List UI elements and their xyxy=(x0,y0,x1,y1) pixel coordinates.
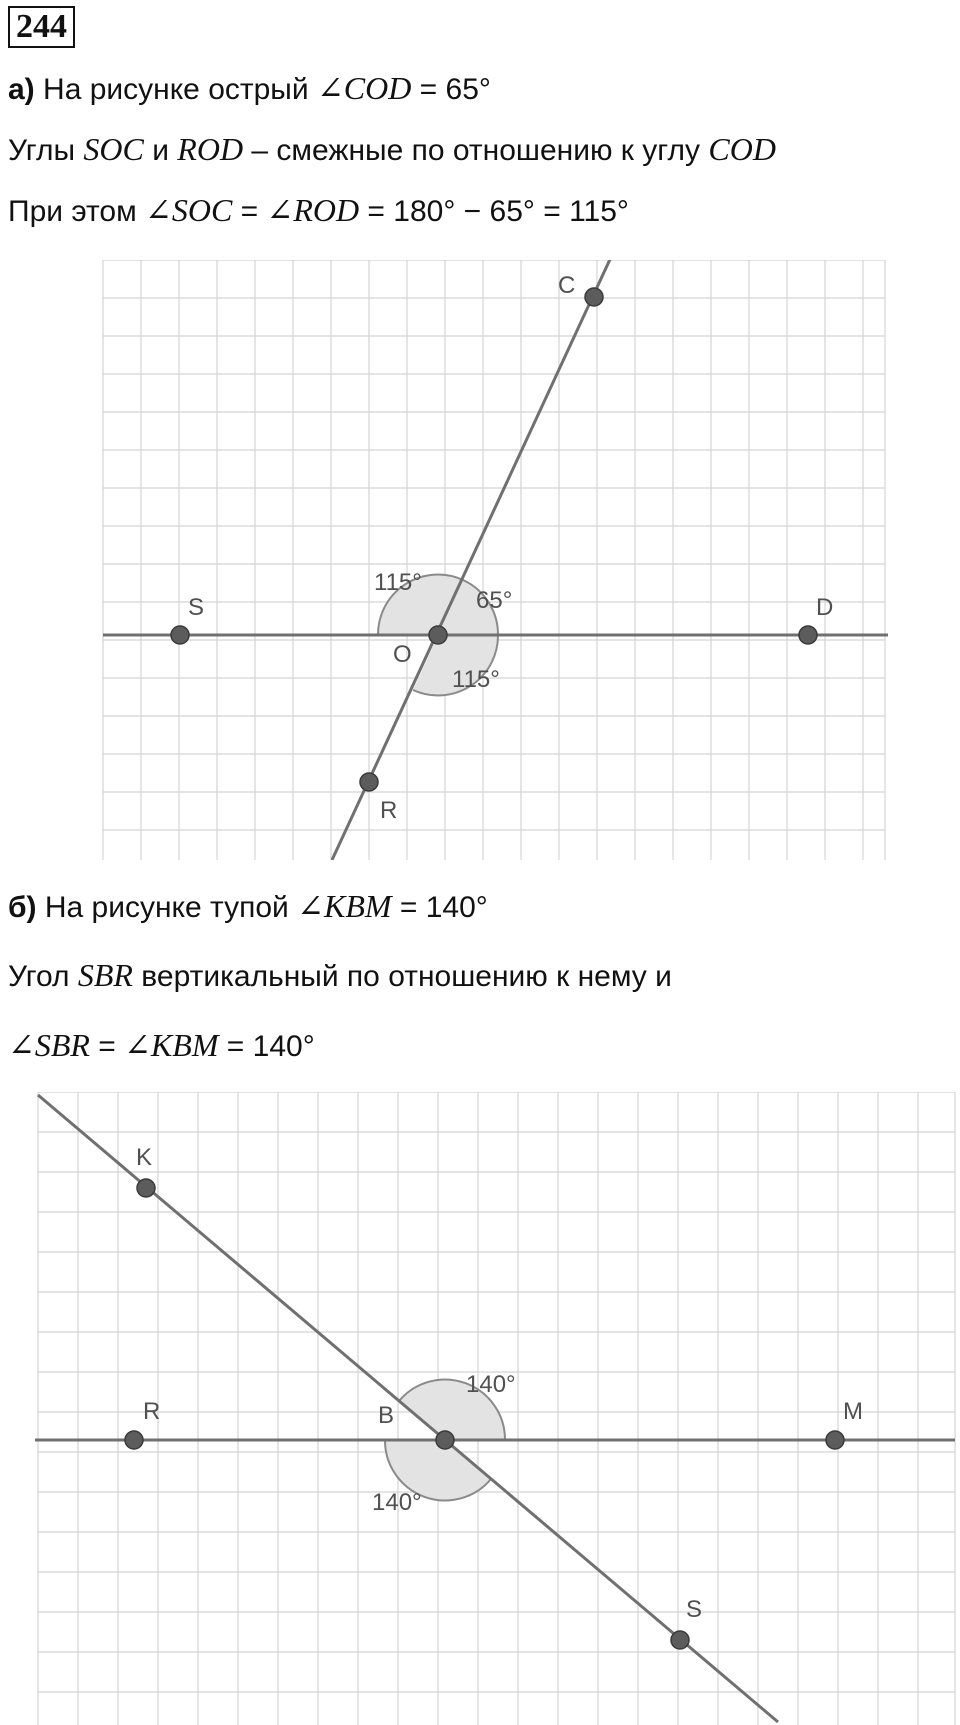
part-b-label: б) xyxy=(8,891,37,924)
part-b-line-3 xyxy=(8,1027,315,1065)
point-r xyxy=(125,1431,143,1449)
text: На рисунке тупой xyxy=(36,891,298,924)
point-d xyxy=(799,626,817,644)
label-r: R xyxy=(143,1398,161,1425)
text: – смежные по отношению к углу xyxy=(243,134,709,167)
label-r: R xyxy=(380,797,398,824)
math-angle-kbm: ∠KBM xyxy=(124,1027,219,1063)
angle-cod-value: = 65° xyxy=(411,73,491,106)
point-m xyxy=(826,1431,844,1449)
label-o: O xyxy=(393,641,412,668)
label-s: S xyxy=(686,1596,703,1623)
task-number: 244 xyxy=(8,6,75,48)
text: При этом xyxy=(8,195,146,228)
point-s xyxy=(171,626,189,644)
angle-cod-math: ∠COD xyxy=(316,70,412,106)
math-angle-sbr: ∠SBR xyxy=(8,1027,90,1063)
math-angle-soc: ∠SOC xyxy=(145,192,233,228)
text: = xyxy=(89,1030,125,1063)
part-b-line-2 xyxy=(8,957,672,995)
figure-b xyxy=(0,1092,960,1725)
angle-label-rod: 115° xyxy=(452,666,500,693)
text: = 140° xyxy=(218,1030,315,1063)
grid-a xyxy=(103,260,885,860)
point-s xyxy=(671,1631,689,1649)
label-b: B xyxy=(378,1402,395,1429)
math-angle-rod: ∠ROD xyxy=(266,192,360,228)
part-a-label: а) xyxy=(8,73,35,106)
part-a-line-2 xyxy=(8,131,776,169)
text: Углы xyxy=(8,134,84,167)
point-b xyxy=(436,1431,454,1449)
math-soc: SOC xyxy=(83,131,144,167)
part-b-line-1 xyxy=(8,888,488,926)
angle-label-soc: 115° xyxy=(374,569,422,596)
math-angle-kbm: ∠KBM xyxy=(297,888,392,924)
text: вертикальный по отношению к нему и xyxy=(132,960,672,993)
text: = 180° − 65° = 115° xyxy=(359,195,629,228)
label-k: K xyxy=(136,1144,153,1171)
point-c xyxy=(585,288,603,306)
label-c: C xyxy=(558,272,576,299)
figure-a xyxy=(0,260,960,860)
point-k xyxy=(137,1179,155,1197)
math-rod: ROD xyxy=(177,131,244,167)
point-o xyxy=(429,626,447,644)
line-cr xyxy=(332,260,612,860)
text: = xyxy=(232,195,267,228)
math-cod: COD xyxy=(708,131,776,167)
angle-label-kbm: 140° xyxy=(466,1371,516,1398)
math-sbr: SBR xyxy=(77,957,133,993)
part-a-line-3 xyxy=(8,192,629,230)
angle-label-sbr: 140° xyxy=(372,1489,422,1516)
label-d: D xyxy=(816,594,834,621)
point-r xyxy=(360,773,378,791)
part-a-text: На рисунке острый xyxy=(34,73,317,106)
label-m: M xyxy=(843,1398,863,1425)
label-s: S xyxy=(188,594,205,621)
text: и xyxy=(143,134,178,167)
angle-label-cod: 65° xyxy=(476,587,513,614)
part-a-line-1 xyxy=(8,70,491,108)
text: Угол xyxy=(8,960,78,993)
text: = 140° xyxy=(391,891,488,924)
